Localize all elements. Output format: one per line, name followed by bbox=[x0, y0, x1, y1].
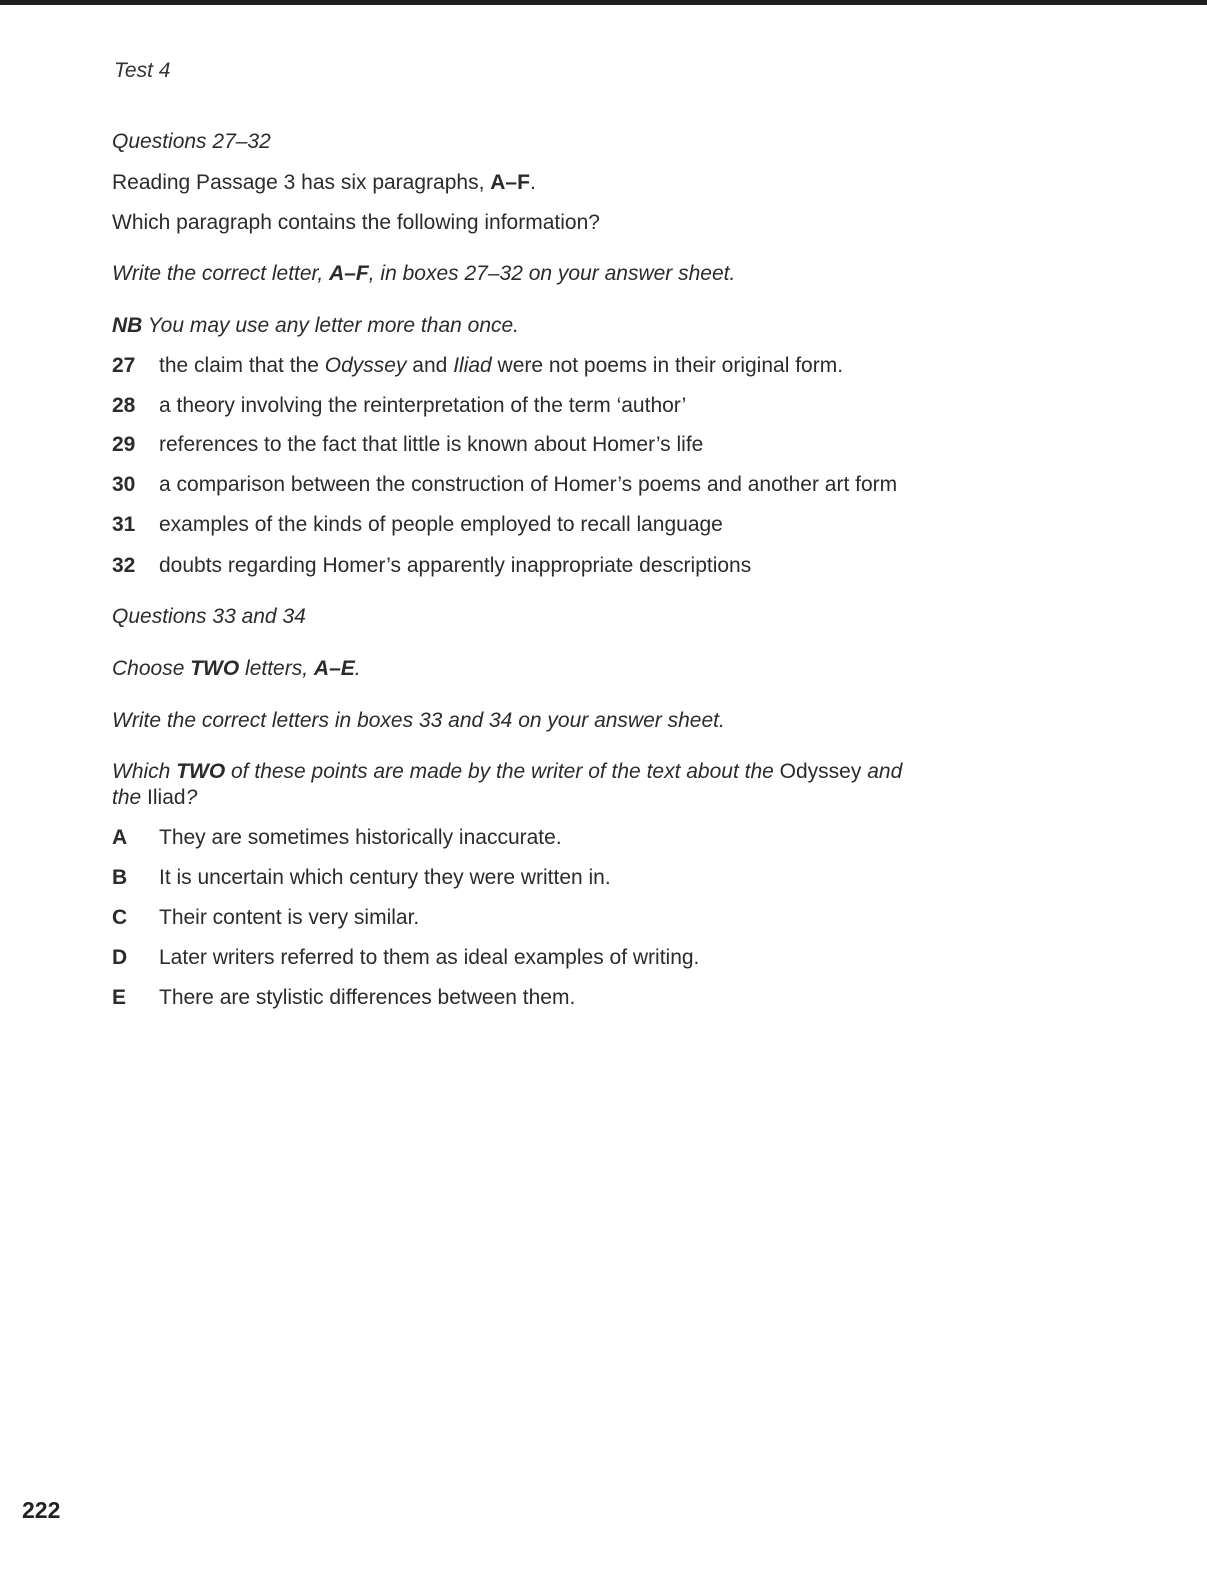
question-item bbox=[112, 512, 972, 538]
nb-note bbox=[112, 313, 972, 339]
question-text: a comparison between the construction of Homer’s poems and another art form bbox=[159, 473, 898, 496]
section1-question: Which paragraph contains the following information? bbox=[112, 211, 600, 234]
option-letter: C bbox=[112, 906, 128, 929]
choose-end: . bbox=[354, 657, 361, 680]
question-item bbox=[112, 353, 972, 379]
option-text: They are sometimes historically inaccurate. bbox=[159, 826, 562, 849]
option-text: There are stylistic differences between them. bbox=[159, 986, 576, 1009]
instruction-text: Write the correct letter, bbox=[112, 262, 330, 285]
option-letter: B bbox=[112, 866, 128, 889]
question-number: 31 bbox=[112, 513, 136, 536]
question-number: 32 bbox=[112, 554, 136, 577]
question-text: the claim that the bbox=[159, 354, 325, 377]
choose-range: A–E bbox=[313, 657, 355, 680]
stem-line-1 bbox=[112, 759, 972, 785]
question-item bbox=[112, 432, 972, 458]
section2-choose bbox=[112, 656, 972, 682]
question-text: examples of the kinds of people employed to recall language bbox=[159, 513, 723, 536]
stem-line-2 bbox=[112, 785, 972, 811]
option-letter: A bbox=[112, 826, 128, 849]
intro-end: . bbox=[529, 171, 536, 194]
question-number: 30 bbox=[112, 473, 136, 496]
question-number: 27 bbox=[112, 354, 136, 377]
choose-text: Choose bbox=[112, 657, 191, 680]
stem-text: Which bbox=[112, 760, 177, 783]
question-text: references to the fact that little is known about Homer’s life bbox=[159, 433, 704, 456]
instruction-range: A–F bbox=[329, 262, 369, 285]
option-item bbox=[112, 945, 972, 971]
question-item bbox=[112, 553, 972, 579]
stem-text: and bbox=[861, 760, 903, 783]
section2-stem bbox=[112, 759, 972, 811]
stem-title-iliad: Iliad bbox=[147, 786, 186, 809]
nb-label: NB bbox=[112, 314, 143, 337]
nb-text: You may use any letter more than once. bbox=[142, 314, 520, 337]
option-letter: E bbox=[112, 986, 127, 1009]
question-text: were not poems in their original form. bbox=[491, 354, 844, 377]
option-text: Later writers referred to them as ideal examples of writing. bbox=[159, 946, 700, 969]
option-letter: D bbox=[112, 946, 128, 969]
section2-heading: Questions 33 and 34 bbox=[112, 605, 306, 628]
title-odyssey: Odyssey bbox=[324, 354, 407, 377]
option-text: It is uncertain which century they were written in. bbox=[159, 866, 611, 889]
stem-end: ? bbox=[185, 786, 198, 809]
question-item bbox=[112, 472, 972, 498]
stem-count: TWO bbox=[176, 760, 226, 783]
section1-instruction bbox=[112, 261, 972, 287]
page-number: 222 bbox=[22, 1497, 61, 1523]
option-item bbox=[112, 865, 972, 891]
question-text: doubts regarding Homer’s apparently inappropriate descriptions bbox=[159, 554, 752, 577]
instruction-end: , in boxes 27–32 on your answer sheet. bbox=[368, 262, 736, 285]
section1-heading: Questions 27–32 bbox=[112, 130, 271, 153]
option-text: Their content is very similar. bbox=[159, 906, 420, 929]
stem-title-odyssey: Odyssey bbox=[779, 760, 862, 783]
choose-text: letters, bbox=[239, 657, 314, 680]
question-text: and bbox=[406, 354, 454, 377]
section1-intro bbox=[112, 170, 972, 196]
question-item bbox=[112, 393, 972, 419]
option-item bbox=[112, 985, 972, 1011]
stem-text: the bbox=[112, 786, 148, 809]
option-item bbox=[112, 825, 972, 851]
title-iliad: Iliad bbox=[453, 354, 492, 377]
option-item bbox=[112, 905, 972, 931]
choose-count: TWO bbox=[190, 657, 240, 680]
intro-range: A–F bbox=[490, 171, 530, 194]
intro-text: Reading Passage 3 has six paragraphs, bbox=[112, 171, 491, 194]
section2-instruction: Write the correct letters in boxes 33 and 34 on your answer sheet. bbox=[112, 709, 725, 732]
question-number: 29 bbox=[112, 433, 136, 456]
stem-text: of these points are made by the writer of the text about the bbox=[225, 760, 780, 783]
running-head: Test 4 bbox=[114, 59, 171, 82]
question-number: 28 bbox=[112, 394, 136, 417]
question-text: a theory involving the reinterpretation of the term ‘author’ bbox=[159, 394, 687, 417]
